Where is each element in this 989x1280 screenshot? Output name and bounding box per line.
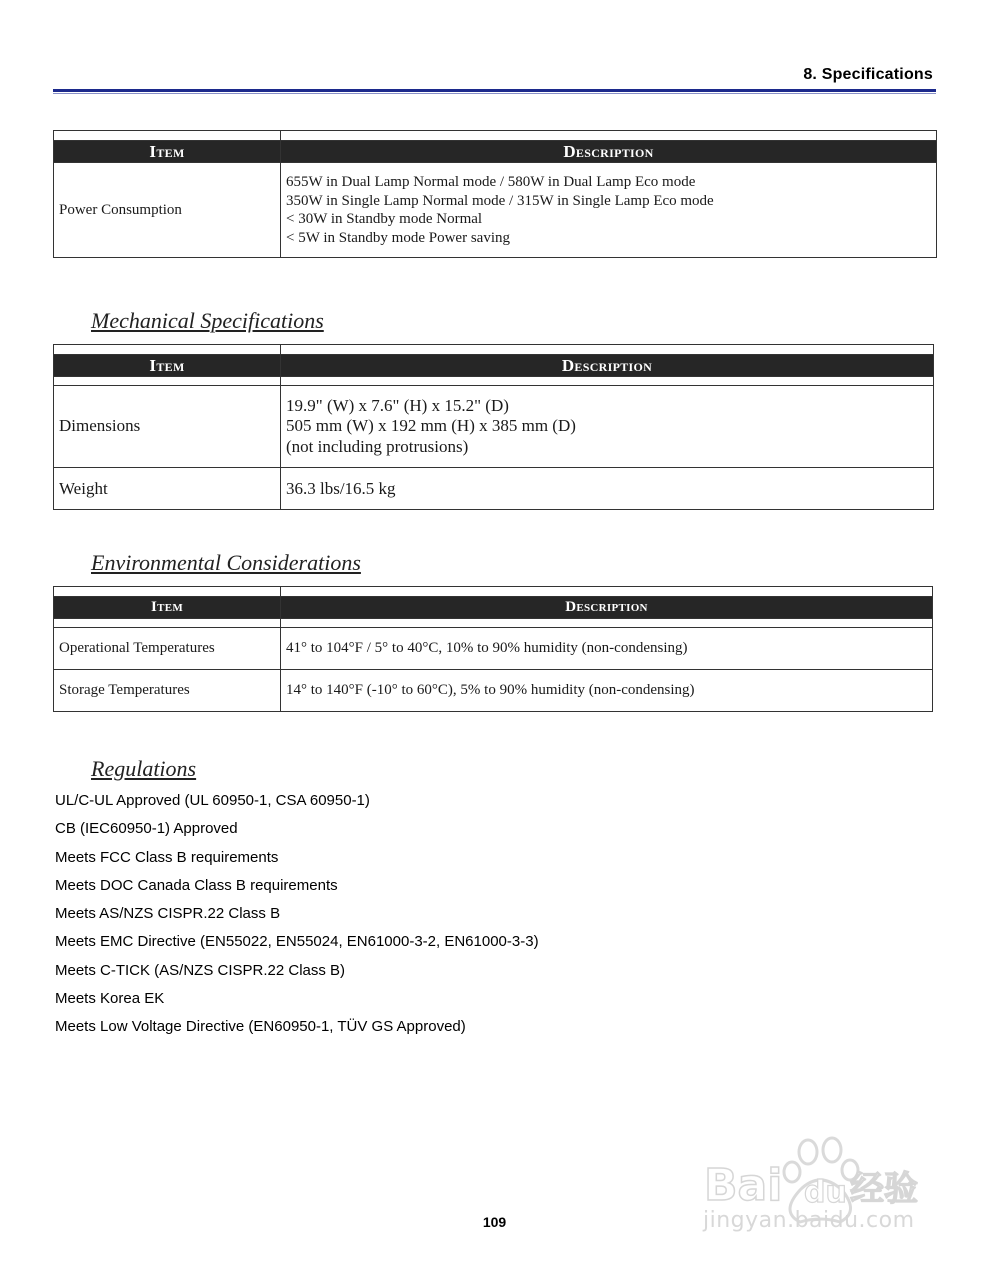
table-header-row xyxy=(54,355,934,377)
page-number: 109 xyxy=(482,1214,507,1230)
list-item: UL/C-UL Approved (UL 60950-1, CSA 60950-1) xyxy=(55,792,370,809)
table-spacer-row xyxy=(54,131,937,141)
header-rule xyxy=(53,89,936,92)
header-description: Description xyxy=(281,141,937,163)
list-item: Meets FCC Class B requirements xyxy=(55,848,279,866)
row-item-power: Power Consumption xyxy=(54,163,281,258)
row-item-dimensions: Dimensions xyxy=(54,386,281,468)
description-line: (not including protrusions) xyxy=(286,436,469,456)
row-item-operational: Operational Temperatures xyxy=(54,628,281,670)
header-description: Description xyxy=(281,355,934,377)
section-title-regulations: Regulations xyxy=(91,756,197,781)
watermark-url: jingyan.baidu.com xyxy=(703,1208,915,1233)
description-line: < 5W in Standby mode Power saving xyxy=(286,229,510,246)
table-spacer-row xyxy=(54,587,933,597)
section-title-environmental: Environmental Considerations xyxy=(91,550,361,575)
list-item: Meets AS/NZS CISPR.22 Class B xyxy=(55,905,281,923)
mechanical-table xyxy=(53,344,934,510)
header-item: Item xyxy=(54,141,281,163)
row-description-weight: 36.3 lbs/16.5 kg xyxy=(281,468,934,510)
table-header-row xyxy=(54,141,937,163)
page-header-title: 8. Specifications xyxy=(803,66,933,83)
row-item-weight: Weight xyxy=(54,468,281,510)
description-line: 350W in Single Lamp Normal mode / 315W in Single Lamp Eco mode xyxy=(286,192,714,209)
description-line: 655W in Dual Lamp Normal mode / 580W in Dual Lamp Eco mode xyxy=(286,174,696,190)
header-description: Description xyxy=(281,597,933,619)
environmental-table xyxy=(53,586,933,712)
section-title-mechanical: Mechanical Specifications xyxy=(91,308,324,333)
list-item: Meets DOC Canada Class B requirements xyxy=(55,876,338,894)
header-item: Item xyxy=(54,355,281,377)
svg-text:du: du xyxy=(804,1175,847,1210)
table-spacer-row xyxy=(54,377,934,386)
row-description-power xyxy=(281,163,937,258)
list-item: Meets EMC Directive (EN55022, EN55024, EN61000-3-2, EN61000-3-3) xyxy=(55,933,539,951)
description-line: 19.9" (W) x 7.6" (H) x 15.2" (D) xyxy=(286,395,509,415)
header-item: Item xyxy=(54,597,281,619)
description-line: 505 mm (W) x 192 mm (H) x 385 mm (D) xyxy=(286,416,576,436)
table-spacer-row xyxy=(54,619,933,628)
svg-text:Bai: Bai xyxy=(704,1160,783,1211)
table-row xyxy=(54,670,933,712)
list-item: Meets Korea EK xyxy=(55,990,165,1008)
list-item: Meets Low Voltage Directive (EN60950-1, TÜV GS Approved) xyxy=(55,1018,466,1036)
row-description-dimensions xyxy=(281,386,934,468)
row-description-storage: 14° to 140°F (-10° to 60°C), 5% to 90% humidity (non-condensing) xyxy=(281,670,933,712)
table-row xyxy=(54,386,934,468)
row-description-operational: 41° to 104°F / 5° to 40°C, 10% to 90% humidity (non-condensing) xyxy=(281,628,933,670)
header-rule-thin xyxy=(53,93,936,94)
table-spacer-row xyxy=(54,345,934,355)
table-row xyxy=(54,468,934,510)
list-item: Meets C-TICK (AS/NZS CISPR.22 Class B) xyxy=(55,961,346,979)
svg-text:经验: 经验 xyxy=(850,1169,918,1209)
description-line: < 30W in Standby mode Normal xyxy=(286,211,483,227)
table-row xyxy=(54,163,937,258)
table-row xyxy=(54,628,933,670)
table-header-row xyxy=(54,597,933,619)
list-item: CB (IEC60950-1) Approved xyxy=(55,820,238,838)
power-table xyxy=(53,130,937,258)
row-item-storage: Storage Temperatures xyxy=(54,670,281,712)
regulations-list xyxy=(55,790,539,1045)
